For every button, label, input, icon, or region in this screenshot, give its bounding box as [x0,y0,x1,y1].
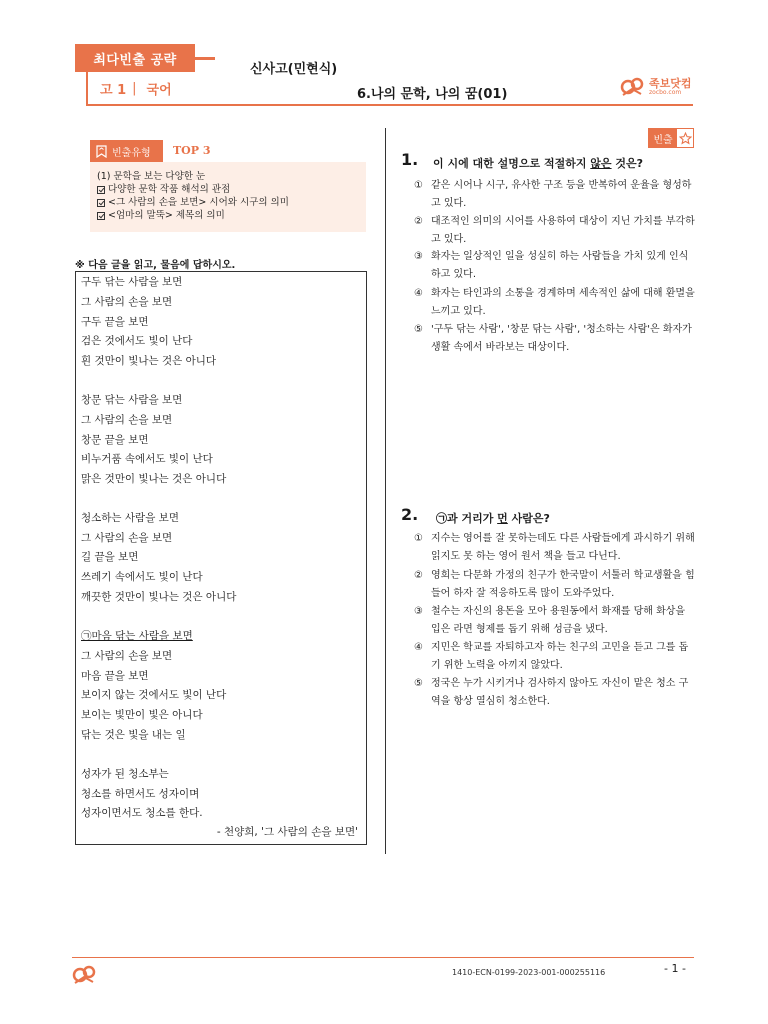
top3-label: TOP 3 [173,144,211,157]
frequent-badge-label: 빈출 [649,129,677,147]
logo-icon [620,76,646,98]
poem-line: 구두 끝을 보면 [81,316,149,328]
answer-option[interactable]: ④ 지민은 학교를 자퇴하고자 하는 친구의 고민을 듣고 그를 돕기 위한 노력을 아끼지 않았다. [414,642,689,671]
answer-option[interactable]: ② 영희는 다문화 가정의 친구가 한국말이 서툴러 학교생활을 힘들어 하자 잘 적응하도록 많이 도와주었다. [414,570,695,599]
question-number: 1. [401,150,419,169]
answer-option[interactable]: ④ 화자는 타인과의 소통을 경계하며 세속적인 삶에 대해 환멸을 느끼고 있다. [414,288,695,317]
poem-line: 길 끝을 보면 [81,551,139,563]
answer-option[interactable]: ③ 화자는 일상적인 일을 성실히 하는 사람들을 가치 있게 인식하고 있다. [414,251,689,280]
poem-line: 쓰레기 속에서도 빛이 난다 [81,571,203,583]
poem-line: 비누거품 속에서도 빛이 난다 [81,453,213,465]
passage-source: - 천양희, '그 사람의 손을 보면' [216,826,358,838]
poem-line: 맑은 것만이 빛나는 것은 아니다 [81,473,227,485]
passage-instruction: ※ 다음 글을 읽고, 물음에 답하시오. [75,260,236,271]
grade-separator: | [132,80,137,96]
question-number: 2. [401,505,419,524]
frequency-item: <그 사람의 손을 보면> 시어와 시구의 의미 [97,196,366,209]
answer-option[interactable]: ③ 철수는 자신의 용돈을 모아 용원동에서 화재를 당해 화상을 입은 라면 형제를 돕기 위해 성금을 냈다. [414,606,686,635]
frequency-box [90,162,366,232]
logo-icon [72,964,98,986]
footer-logo [72,964,98,990]
page-number: - 1 - [664,962,686,975]
answer-option[interactable]: ① 같은 시어나 시구, 유사한 구조 등을 반복하여 운율을 형성하고 있다. [414,180,692,209]
grade-subject [86,72,196,106]
footer-rule [72,957,694,958]
frequency-label [90,140,163,162]
poem-line: 청소를 하면서도 성자이며 [81,788,200,800]
passage-box [75,271,367,845]
section-tab: 최다빈출 공략 [75,44,195,72]
question-text: 이 시에 대한 설명으로 적절하지 않은 것은? [433,157,644,170]
poem-line: 흰 것만이 빛나는 것은 아니다 [81,355,217,367]
poem-line: 깨끗한 것만이 빛나는 것은 아니다 [81,591,237,603]
answer-option[interactable]: ⑤ 정국은 누가 시키거나 검사하지 않아도 자신이 맡은 청소 구역을 항상 열심히 청소한다. [414,678,689,707]
poem-line: 그 사람의 손을 보면 [81,414,173,426]
poem-line: 닦는 것은 빛을 내는 일 [81,729,186,741]
poem-line: 그 사람의 손을 보면 [81,296,173,308]
poem-line: 그 사람의 손을 보면 [81,650,173,662]
checkbox-icon [97,212,105,220]
frequency-item: (1) 문학을 보는 다양한 눈 [97,171,206,182]
brand-logo [620,76,692,98]
school-name: 신사고(민현식) [250,62,338,77]
answer-option[interactable]: ① 지수는 영어를 잘 못하는데도 다른 사람들에게 과시하기 위해 읽지도 못 하는 영어 원서 책을 들고 다닌다. [414,533,695,562]
star-icon [679,132,692,145]
poem-line: 청소하는 사람을 보면 [81,512,179,524]
poem-line: 보이지 않는 것에서도 빛이 난다 [81,689,227,701]
poem-line: 그 사람의 손을 보면 [81,532,173,544]
poem-line-underlined: ㉠마음 닦는 사람을 보면 [81,630,193,642]
poem-line: 성자이면서도 청소를 한다. [81,807,203,819]
poem-line: 보이는 빛만이 빛은 아니다 [81,709,203,721]
question-emphasis: 않은 [590,157,612,170]
frequent-badge [648,128,694,148]
logo-name: 족보닷컴 [649,77,692,90]
lesson-title: 6.나의 문학, 나의 꿈(01) [357,87,508,102]
subject-label: 국어 [146,82,172,98]
poem-line: 창문 닦는 사람을 보면 [81,394,183,406]
bookmark-icon [96,145,107,158]
frequency-item: <엄마의 말뚝> 제목의 의미 [97,209,366,222]
answer-option[interactable]: ② 대조적인 의미의 시어를 사용하여 대상이 지닌 가치를 부각하고 있다. [414,216,695,245]
poem-line: 성자가 된 청소부는 [81,768,169,780]
tab-extension [195,57,215,60]
checkbox-icon [97,199,105,207]
frequency-item: 다양한 문학 작품 해석의 관점 [97,183,366,196]
poem-line: 창문 끝을 보면 [81,434,149,446]
answer-option[interactable]: ⑤ '구두 닦는 사람', '창문 닦는 사람', '청소하는 사람'은 화자가 생활 속에서 바라보는 대상이다. [414,324,692,353]
checkbox-icon [97,186,105,194]
document-code: 1410-ECN-0199-2023-001-000255116 [452,968,606,977]
question-text: ㉠과 거리가 먼 사람은? [436,512,550,525]
frequency-label-text: 빈출유형 [112,147,151,159]
poem-line: 마음 끝을 보면 [81,670,149,682]
poem-line: 구두 닦는 사람을 보면 [81,276,183,288]
column-divider [385,128,386,854]
header-rule [196,104,693,106]
poem-line: 검은 것에서도 빛이 난다 [81,335,193,347]
grade-label: 고 1 [100,82,127,98]
question-emphasis: 먼 [497,512,508,525]
logo-url: zocbo.com [649,89,682,96]
